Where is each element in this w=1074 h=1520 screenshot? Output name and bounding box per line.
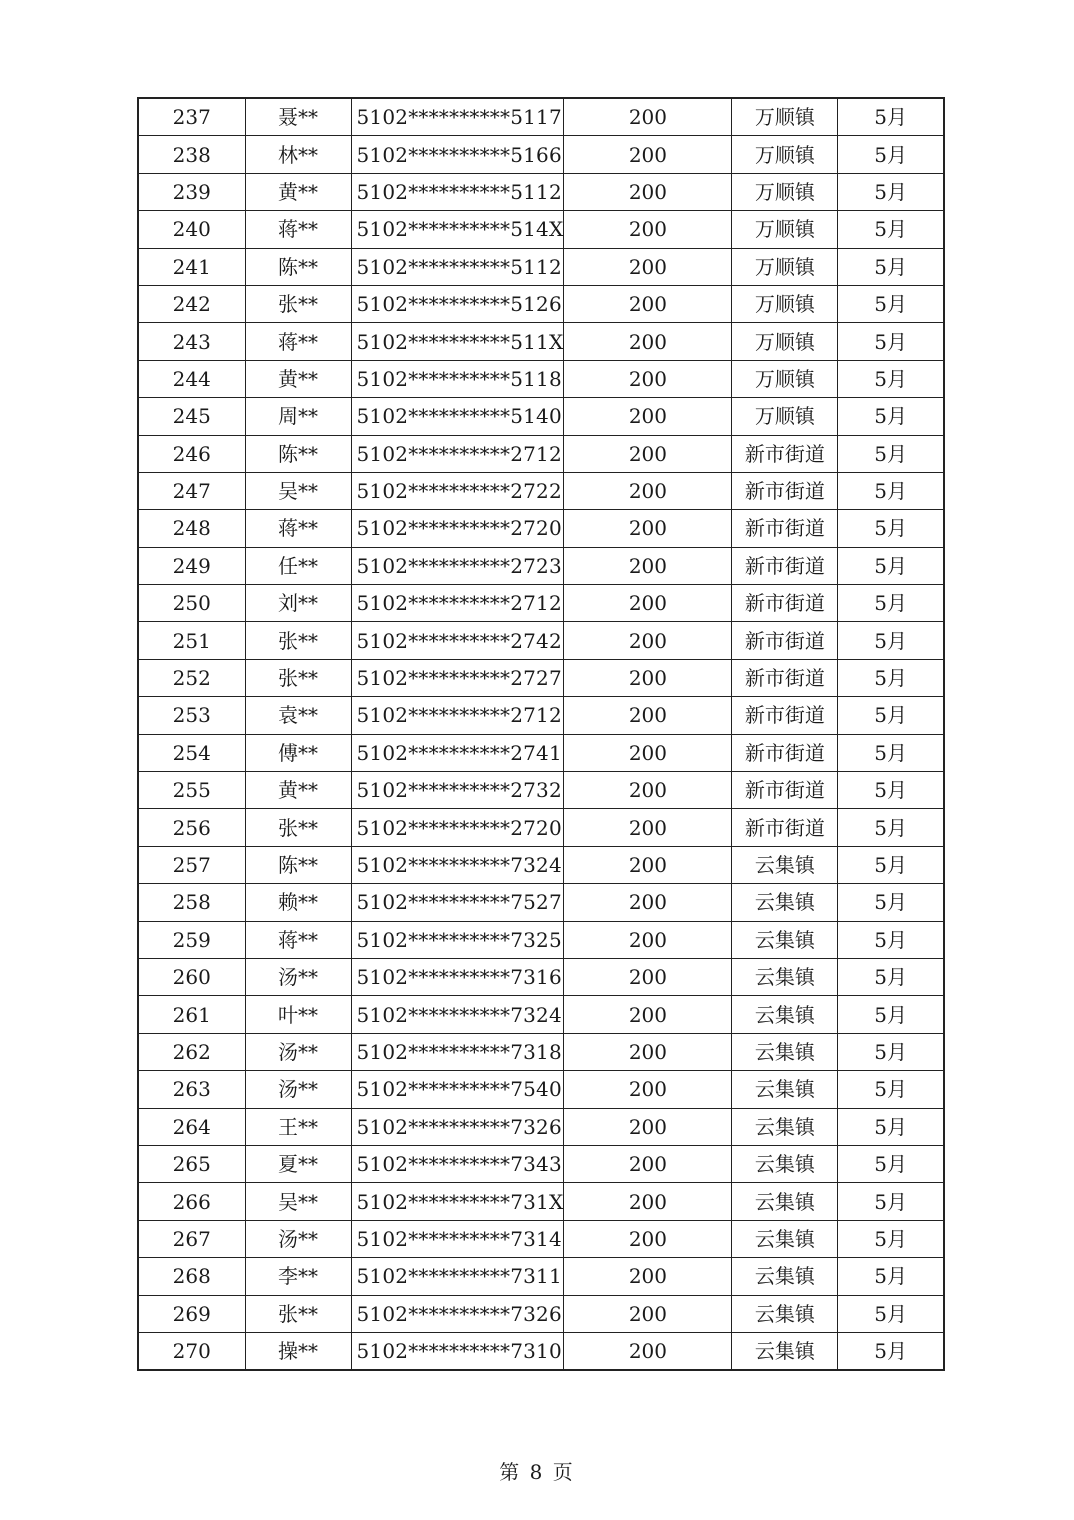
page-number: 第 8 页 xyxy=(499,1460,575,1484)
name-cell: 叶** xyxy=(245,996,351,1033)
name-cell: 聂** xyxy=(245,98,351,136)
month-cell: 5月 xyxy=(838,622,944,659)
name-cell: 汤** xyxy=(245,1071,351,1108)
month-cell: 5月 xyxy=(838,435,944,472)
table-row xyxy=(138,98,944,136)
name-cell: 夏** xyxy=(245,1145,351,1182)
amount-cell: 200 xyxy=(564,1295,732,1332)
table-row xyxy=(138,136,944,173)
month-cell: 5月 xyxy=(838,1071,944,1108)
id-number-cell: 5102**********5118 xyxy=(351,360,564,397)
id-number-cell: 5102**********2722 xyxy=(351,472,564,509)
town-cell: 万顺镇 xyxy=(732,173,838,210)
table-row xyxy=(138,659,944,696)
table-body xyxy=(138,98,944,1370)
table-row xyxy=(138,585,944,622)
row-number-cell: 247 xyxy=(138,472,245,509)
table-row xyxy=(138,435,944,472)
row-number-cell: 238 xyxy=(138,136,245,173)
amount-cell: 200 xyxy=(564,846,732,883)
month-cell: 5月 xyxy=(838,1145,944,1182)
name-cell: 张** xyxy=(245,285,351,322)
name-cell: 傅** xyxy=(245,734,351,771)
id-number-cell: 5102**********7527 xyxy=(351,884,564,921)
month-cell: 5月 xyxy=(838,1332,944,1370)
id-number-cell: 5102**********2723 xyxy=(351,547,564,584)
table-row xyxy=(138,1145,944,1182)
table-row xyxy=(138,1071,944,1108)
name-cell: 任** xyxy=(245,547,351,584)
town-cell: 万顺镇 xyxy=(732,98,838,136)
town-cell: 云集镇 xyxy=(732,1145,838,1182)
amount-cell: 200 xyxy=(564,659,732,696)
table-row xyxy=(138,921,944,958)
town-cell: 万顺镇 xyxy=(732,323,838,360)
month-cell: 5月 xyxy=(838,98,944,136)
town-cell: 万顺镇 xyxy=(732,136,838,173)
id-number-cell: 5102**********7326 xyxy=(351,1295,564,1332)
amount-cell: 200 xyxy=(564,884,732,921)
town-cell: 新市街道 xyxy=(732,510,838,547)
table-row xyxy=(138,398,944,435)
row-number-cell: 254 xyxy=(138,734,245,771)
amount-cell: 200 xyxy=(564,1183,732,1220)
month-cell: 5月 xyxy=(838,323,944,360)
row-number-cell: 256 xyxy=(138,809,245,846)
amount-cell: 200 xyxy=(564,1332,732,1370)
month-cell: 5月 xyxy=(838,659,944,696)
amount-cell: 200 xyxy=(564,173,732,210)
amount-cell: 200 xyxy=(564,472,732,509)
month-cell: 5月 xyxy=(838,1183,944,1220)
id-number-cell: 5102**********7343 xyxy=(351,1145,564,1182)
name-cell: 周** xyxy=(245,398,351,435)
row-number-cell: 264 xyxy=(138,1108,245,1145)
row-number-cell: 237 xyxy=(138,98,245,136)
town-cell: 云集镇 xyxy=(732,1258,838,1295)
amount-cell: 200 xyxy=(564,136,732,173)
table-row xyxy=(138,1258,944,1295)
town-cell: 云集镇 xyxy=(732,1033,838,1070)
row-number-cell: 263 xyxy=(138,1071,245,1108)
name-cell: 刘** xyxy=(245,585,351,622)
amount-cell: 200 xyxy=(564,958,732,995)
town-cell: 云集镇 xyxy=(732,1332,838,1370)
amount-cell: 200 xyxy=(564,772,732,809)
table-row xyxy=(138,248,944,285)
table-row xyxy=(138,996,944,1033)
id-number-cell: 5102**********514X xyxy=(351,211,564,248)
table-row xyxy=(138,734,944,771)
row-number-cell: 250 xyxy=(138,585,245,622)
name-cell: 蒋** xyxy=(245,323,351,360)
row-number-cell: 245 xyxy=(138,398,245,435)
row-number-cell: 266 xyxy=(138,1183,245,1220)
name-cell: 蒋** xyxy=(245,921,351,958)
amount-cell: 200 xyxy=(564,248,732,285)
id-number-cell: 5102**********7326 xyxy=(351,1108,564,1145)
month-cell: 5月 xyxy=(838,958,944,995)
row-number-cell: 262 xyxy=(138,1033,245,1070)
subsidy-table xyxy=(137,97,945,1371)
amount-cell: 200 xyxy=(564,921,732,958)
id-number-cell: 5102**********7324 xyxy=(351,996,564,1033)
amount-cell: 200 xyxy=(564,1033,732,1070)
name-cell: 袁** xyxy=(245,697,351,734)
town-cell: 云集镇 xyxy=(732,958,838,995)
month-cell: 5月 xyxy=(838,846,944,883)
amount-cell: 200 xyxy=(564,435,732,472)
row-number-cell: 267 xyxy=(138,1220,245,1257)
month-cell: 5月 xyxy=(838,248,944,285)
id-number-cell: 5102**********2720 xyxy=(351,510,564,547)
name-cell: 蒋** xyxy=(245,211,351,248)
amount-cell: 200 xyxy=(564,809,732,846)
id-number-cell: 5102**********7318 xyxy=(351,1033,564,1070)
table-row xyxy=(138,958,944,995)
name-cell: 蒋** xyxy=(245,510,351,547)
id-number-cell: 5102**********731X xyxy=(351,1183,564,1220)
amount-cell: 200 xyxy=(564,1145,732,1182)
name-cell: 黄** xyxy=(245,173,351,210)
row-number-cell: 244 xyxy=(138,360,245,397)
name-cell: 黄** xyxy=(245,360,351,397)
town-cell: 云集镇 xyxy=(732,996,838,1033)
town-cell: 万顺镇 xyxy=(732,360,838,397)
table-row xyxy=(138,884,944,921)
row-number-cell: 240 xyxy=(138,211,245,248)
table-row xyxy=(138,622,944,659)
month-cell: 5月 xyxy=(838,809,944,846)
row-number-cell: 270 xyxy=(138,1332,245,1370)
id-number-cell: 5102**********5166 xyxy=(351,136,564,173)
amount-cell: 200 xyxy=(564,1258,732,1295)
row-number-cell: 241 xyxy=(138,248,245,285)
row-number-cell: 253 xyxy=(138,697,245,734)
amount-cell: 200 xyxy=(564,996,732,1033)
town-cell: 新市街道 xyxy=(732,659,838,696)
amount-cell: 200 xyxy=(564,360,732,397)
town-cell: 云集镇 xyxy=(732,1183,838,1220)
town-cell: 云集镇 xyxy=(732,1108,838,1145)
town-cell: 新市街道 xyxy=(732,809,838,846)
name-cell: 汤** xyxy=(245,1220,351,1257)
month-cell: 5月 xyxy=(838,884,944,921)
month-cell: 5月 xyxy=(838,921,944,958)
table-row xyxy=(138,285,944,322)
table-row xyxy=(138,472,944,509)
id-number-cell: 5102**********7324 xyxy=(351,846,564,883)
table-row xyxy=(138,809,944,846)
table-row xyxy=(138,360,944,397)
name-cell: 张** xyxy=(245,809,351,846)
table-row xyxy=(138,1220,944,1257)
row-number-cell: 257 xyxy=(138,846,245,883)
month-cell: 5月 xyxy=(838,1295,944,1332)
id-number-cell: 5102**********511X xyxy=(351,323,564,360)
name-cell: 王** xyxy=(245,1108,351,1145)
id-number-cell: 5102**********5140 xyxy=(351,398,564,435)
town-cell: 新市街道 xyxy=(732,772,838,809)
town-cell: 云集镇 xyxy=(732,1071,838,1108)
month-cell: 5月 xyxy=(838,173,944,210)
month-cell: 5月 xyxy=(838,510,944,547)
id-number-cell: 5102**********2741 xyxy=(351,734,564,771)
id-number-cell: 5102**********7314 xyxy=(351,1220,564,1257)
row-number-cell: 258 xyxy=(138,884,245,921)
name-cell: 汤** xyxy=(245,1033,351,1070)
table-row xyxy=(138,547,944,584)
town-cell: 云集镇 xyxy=(732,921,838,958)
amount-cell: 200 xyxy=(564,323,732,360)
id-number-cell: 5102**********2712 xyxy=(351,435,564,472)
town-cell: 新市街道 xyxy=(732,435,838,472)
amount-cell: 200 xyxy=(564,697,732,734)
row-number-cell: 252 xyxy=(138,659,245,696)
amount-cell: 200 xyxy=(564,585,732,622)
town-cell: 云集镇 xyxy=(732,1220,838,1257)
name-cell: 陈** xyxy=(245,435,351,472)
name-cell: 吴** xyxy=(245,472,351,509)
amount-cell: 200 xyxy=(564,510,732,547)
month-cell: 5月 xyxy=(838,472,944,509)
id-number-cell: 5102**********2727 xyxy=(351,659,564,696)
amount-cell: 200 xyxy=(564,622,732,659)
amount-cell: 200 xyxy=(564,211,732,248)
town-cell: 万顺镇 xyxy=(732,285,838,322)
town-cell: 新市街道 xyxy=(732,697,838,734)
name-cell: 汤** xyxy=(245,958,351,995)
month-cell: 5月 xyxy=(838,211,944,248)
name-cell: 张** xyxy=(245,659,351,696)
id-number-cell: 5102**********2712 xyxy=(351,697,564,734)
id-number-cell: 5102**********2732 xyxy=(351,772,564,809)
town-cell: 万顺镇 xyxy=(732,398,838,435)
id-number-cell: 5102**********5112 xyxy=(351,173,564,210)
amount-cell: 200 xyxy=(564,1108,732,1145)
row-number-cell: 243 xyxy=(138,323,245,360)
row-number-cell: 239 xyxy=(138,173,245,210)
amount-cell: 200 xyxy=(564,547,732,584)
table-row xyxy=(138,510,944,547)
town-cell: 云集镇 xyxy=(732,884,838,921)
row-number-cell: 251 xyxy=(138,622,245,659)
table-row xyxy=(138,1332,944,1370)
name-cell: 陈** xyxy=(245,248,351,285)
table-row xyxy=(138,846,944,883)
id-number-cell: 5102**********7316 xyxy=(351,958,564,995)
row-number-cell: 268 xyxy=(138,1258,245,1295)
id-number-cell: 5102**********7325 xyxy=(351,921,564,958)
row-number-cell: 246 xyxy=(138,435,245,472)
table-row xyxy=(138,173,944,210)
town-cell: 新市街道 xyxy=(732,585,838,622)
row-number-cell: 249 xyxy=(138,547,245,584)
row-number-cell: 242 xyxy=(138,285,245,322)
row-number-cell: 269 xyxy=(138,1295,245,1332)
amount-cell: 200 xyxy=(564,398,732,435)
town-cell: 万顺镇 xyxy=(732,248,838,285)
month-cell: 5月 xyxy=(838,285,944,322)
id-number-cell: 5102**********5117 xyxy=(351,98,564,136)
month-cell: 5月 xyxy=(838,136,944,173)
town-cell: 云集镇 xyxy=(732,846,838,883)
town-cell: 新市街道 xyxy=(732,547,838,584)
month-cell: 5月 xyxy=(838,697,944,734)
amount-cell: 200 xyxy=(564,1220,732,1257)
town-cell: 万顺镇 xyxy=(732,211,838,248)
town-cell: 新市街道 xyxy=(732,622,838,659)
month-cell: 5月 xyxy=(838,1258,944,1295)
row-number-cell: 259 xyxy=(138,921,245,958)
row-number-cell: 261 xyxy=(138,996,245,1033)
month-cell: 5月 xyxy=(838,1108,944,1145)
table-row xyxy=(138,1295,944,1332)
month-cell: 5月 xyxy=(838,360,944,397)
table-row xyxy=(138,323,944,360)
row-number-cell: 260 xyxy=(138,958,245,995)
town-cell: 云集镇 xyxy=(732,1295,838,1332)
id-number-cell: 5102**********5126 xyxy=(351,285,564,322)
town-cell: 新市街道 xyxy=(732,472,838,509)
id-number-cell: 5102**********7310 xyxy=(351,1332,564,1370)
id-number-cell: 5102**********2742 xyxy=(351,622,564,659)
name-cell: 张** xyxy=(245,1295,351,1332)
amount-cell: 200 xyxy=(564,98,732,136)
amount-cell: 200 xyxy=(564,734,732,771)
town-cell: 新市街道 xyxy=(732,734,838,771)
month-cell: 5月 xyxy=(838,996,944,1033)
month-cell: 5月 xyxy=(838,1220,944,1257)
name-cell: 张** xyxy=(245,622,351,659)
month-cell: 5月 xyxy=(838,734,944,771)
id-number-cell: 5102**********5112 xyxy=(351,248,564,285)
table-row xyxy=(138,697,944,734)
table-row xyxy=(138,772,944,809)
table-row xyxy=(138,211,944,248)
month-cell: 5月 xyxy=(838,772,944,809)
row-number-cell: 265 xyxy=(138,1145,245,1182)
table-row xyxy=(138,1183,944,1220)
name-cell: 黄** xyxy=(245,772,351,809)
amount-cell: 200 xyxy=(564,1071,732,1108)
id-number-cell: 5102**********7311 xyxy=(351,1258,564,1295)
month-cell: 5月 xyxy=(838,1033,944,1070)
name-cell: 赖** xyxy=(245,884,351,921)
row-number-cell: 248 xyxy=(138,510,245,547)
row-number-cell: 255 xyxy=(138,772,245,809)
name-cell: 李** xyxy=(245,1258,351,1295)
name-cell: 吴** xyxy=(245,1183,351,1220)
amount-cell: 200 xyxy=(564,285,732,322)
id-number-cell: 5102**********2720 xyxy=(351,809,564,846)
month-cell: 5月 xyxy=(838,585,944,622)
month-cell: 5月 xyxy=(838,547,944,584)
id-number-cell: 5102**********2712 xyxy=(351,585,564,622)
id-number-cell: 5102**********7540 xyxy=(351,1071,564,1108)
name-cell: 陈** xyxy=(245,846,351,883)
name-cell: 林** xyxy=(245,136,351,173)
table-row xyxy=(138,1033,944,1070)
month-cell: 5月 xyxy=(838,398,944,435)
name-cell: 操** xyxy=(245,1332,351,1370)
table-row xyxy=(138,1108,944,1145)
